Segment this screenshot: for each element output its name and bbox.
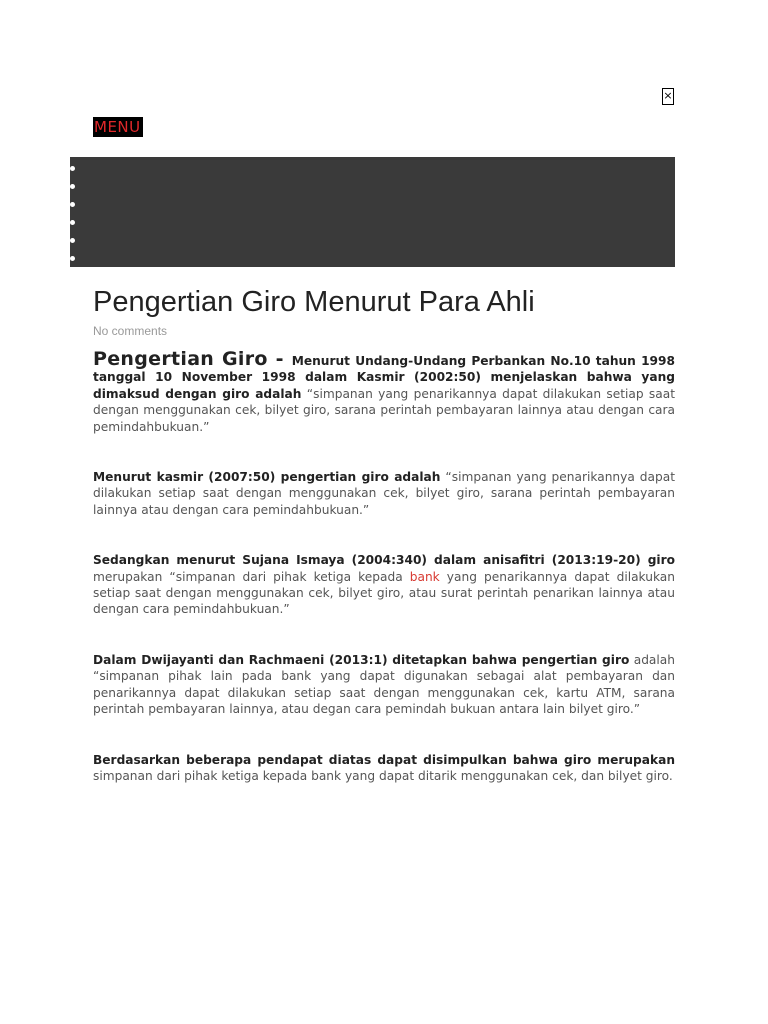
comments-link[interactable]: No comments — [93, 324, 168, 338]
paragraph-text: simpanan dari pihak ketiga kepada bank yang dapat ditarik menggunakan cek, dan bilyet giro. — [93, 768, 673, 783]
paragraph-bold: Menurut kasmir (2007:50) pengertian giro adalah — [93, 470, 441, 485]
paragraph-4 — [93, 652, 675, 718]
paragraph-text: “simpanan yang penarikannya dapat dilakukan setiap saat dengan menggunakan cek, bilyet giro, sarana perintah pembayaran lainnya atau dengan cara pemindahbukuan.” — [93, 470, 675, 517]
paragraph-3 — [93, 552, 675, 618]
paragraph-text: yang penarikannya dapat dilakukan setiap saat dengan menggunakan cek, bilyet giro, atau surat perintah penarikan lainnya atau dengan cara pemindahbukuan.” — [93, 569, 675, 617]
paragraph-text: merupakan “simpanan dari pihak ketiga kepada — [93, 569, 410, 584]
close-icon[interactable]: × — [662, 88, 674, 105]
paragraph-2 — [93, 469, 675, 518]
paragraph-5 — [93, 752, 675, 785]
paragraph-text: “simpanan yang penarikannya dapat dilakukan setiap saat dengan menggunakan cek, bilyet giro, sarana perintah pembayaran lainnya atau dengan cara pemindahbukuan.” — [93, 386, 676, 434]
paragraph-bold: Berdasarkan beberapa pendapat diatas dapat disimpulkan bahwa giro merupakan — [93, 752, 675, 767]
page-title: Pengertian Giro Menurut Para Ahli — [93, 286, 535, 318]
paragraph-text: adalah “simpanan pihak lain pada bank yang dapat digunakan sebagai alat pembayaran dan penarikannya dapat dilakukan setiap saat dengan menggunakan cek, kartu ATM, sarana perintah pembayaran lainnya, atau degan cara pemindah bukuan antara lain bilyet giro.” — [93, 652, 675, 717]
paragraph-bold: Menurut Undang-Undang Perbankan No.10 tahun 1998 tanggal 10 November 1998 dalam Kasmir (2002:50) menjelaskan bahwa yang dimaksud dengan giro adalah — [93, 354, 675, 401]
paragraph-bold: Dalam Dwijayanti dan Rachmaeni (2013:1) ditetapkan bahwa pengertian giro — [93, 652, 630, 667]
article — [93, 285, 675, 784]
bank-link[interactable]: bank — [409, 569, 440, 584]
nav-menu — [70, 157, 675, 267]
lead-heading: Pengertian Giro - — [93, 348, 292, 370]
paragraph-1 — [93, 348, 676, 435]
paragraph-bold: Sedangkan menurut Sujana Ismaya (2004:340) dalam anisafitri (2013:19-20) giro — [93, 553, 675, 568]
menu-button[interactable]: MENU — [94, 118, 141, 136]
